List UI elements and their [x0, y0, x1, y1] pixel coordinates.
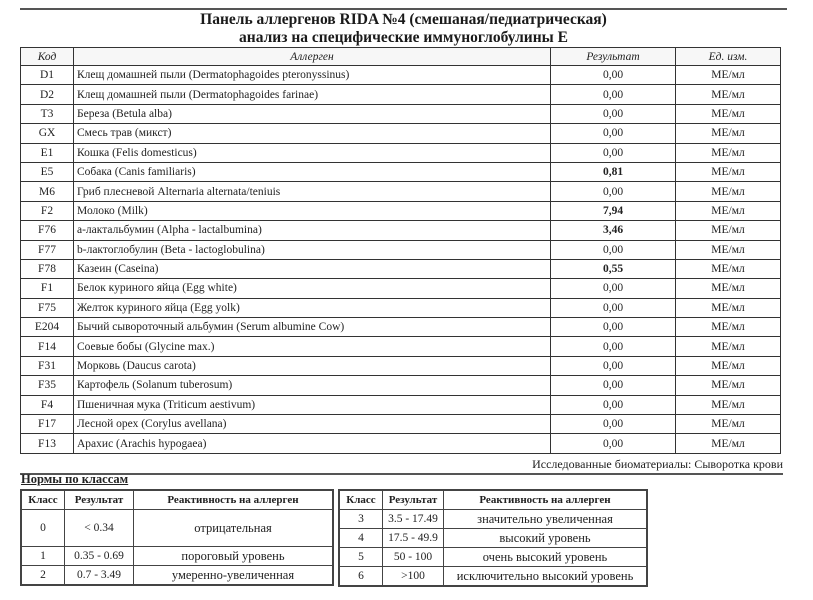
allergen-name: a-лактальбумин (Alpha - lactalbumina)	[74, 221, 551, 240]
allergen-code: M6	[21, 182, 74, 201]
allergen-code: E5	[21, 162, 74, 181]
allergen-code: F77	[21, 240, 74, 259]
allergen-result: 0,00	[551, 124, 676, 143]
norms-reactivity: высокий уровень	[444, 529, 648, 548]
title-line-1: Панель аллергенов RIDA №4 (смешаная/педиатрическая)	[200, 11, 607, 28]
table-row	[21, 279, 781, 298]
allergen-unit: МЕ/мл	[676, 376, 781, 395]
allergen-name: Морковь (Daucus carota)	[74, 356, 551, 375]
table-row	[21, 182, 781, 201]
allergen-code: F75	[21, 298, 74, 317]
allergen-unit: МЕ/мл	[676, 298, 781, 317]
allergen-code: F35	[21, 376, 74, 395]
table-header-row	[21, 48, 781, 66]
header-allergen: Аллерген	[74, 48, 551, 66]
norms-header-class: Класс	[21, 490, 65, 510]
allergen-result: 7,94	[551, 201, 676, 220]
table-row	[21, 104, 781, 123]
table-row	[21, 356, 781, 375]
allergen-unit: МЕ/мл	[676, 415, 781, 434]
norms-result: 3.5 - 17.49	[383, 510, 444, 529]
allergen-result: 0,00	[551, 415, 676, 434]
allergen-name: Клещ домашней пыли (Dermatophagoides farinae)	[74, 85, 551, 104]
norms-result: 0.7 - 3.49	[65, 566, 134, 586]
allergen-code: D1	[21, 66, 74, 85]
top-rule	[20, 8, 787, 10]
allergen-result: 0,00	[551, 395, 676, 414]
allergen-name: Пшеничная мука (Triticum aestivum)	[74, 395, 551, 414]
norms-class: 0	[21, 510, 65, 547]
allergen-code: F1	[21, 279, 74, 298]
allergen-unit: МЕ/мл	[676, 240, 781, 259]
allergen-name: Собака (Canis familiaris)	[74, 162, 551, 181]
allergen-result: 0,81	[551, 162, 676, 181]
allergen-unit: МЕ/мл	[676, 104, 781, 123]
allergen-result: 0,00	[551, 434, 676, 453]
table-row	[21, 434, 781, 453]
norms-row	[339, 548, 647, 567]
norms-class: 2	[21, 566, 65, 586]
norms-row	[339, 529, 647, 548]
allergen-result: 0,00	[551, 143, 676, 162]
norms-row	[21, 547, 333, 566]
allergen-result: 0,00	[551, 85, 676, 104]
norms-title: Нормы по классам	[21, 472, 129, 486]
norms-reactivity: значительно увеличенная	[444, 510, 648, 529]
allergen-unit: МЕ/мл	[676, 182, 781, 201]
allergen-code: E1	[21, 143, 74, 162]
allergen-code: F4	[21, 395, 74, 414]
table-row	[21, 221, 781, 240]
norms-table-left	[20, 489, 334, 586]
allergen-results-table	[20, 47, 781, 454]
allergen-name: Клещ домашней пыли (Dermatophagoides pteronyssinus)	[74, 66, 551, 85]
table-row	[21, 298, 781, 317]
norms-reactivity: очень высокий уровень	[444, 548, 648, 567]
norms-reactivity: отрицательная	[134, 510, 334, 547]
allergen-name: Кошка (Felis domesticus)	[74, 143, 551, 162]
allergen-result: 0,00	[551, 298, 676, 317]
allergen-code: F78	[21, 259, 74, 278]
allergen-result: 0,00	[551, 376, 676, 395]
allergen-result: 0,00	[551, 104, 676, 123]
allergen-unit: МЕ/мл	[676, 259, 781, 278]
norms-reactivity: исключительно высокий уровень	[444, 567, 648, 587]
allergen-code: GX	[21, 124, 74, 143]
table-row	[21, 318, 781, 337]
allergen-result: 0,00	[551, 240, 676, 259]
allergen-code: F76	[21, 221, 74, 240]
allergen-name: Молоко (Milk)	[74, 201, 551, 220]
table-row	[21, 415, 781, 434]
allergen-name: Арахис (Arachis hypogaea)	[74, 434, 551, 453]
allergen-unit: МЕ/мл	[676, 434, 781, 453]
allergen-name: Гриб плесневой Alternaria alternata/teniuis	[74, 182, 551, 201]
allergen-result: 0,00	[551, 279, 676, 298]
allergen-code: F13	[21, 434, 74, 453]
table-row	[21, 259, 781, 278]
allergen-name: Соевые бобы (Glycine max.)	[74, 337, 551, 356]
norms-row	[21, 510, 333, 547]
table-row	[21, 240, 781, 259]
norms-class: 1	[21, 547, 65, 566]
allergen-unit: МЕ/мл	[676, 143, 781, 162]
table-row	[21, 376, 781, 395]
page-title	[20, 11, 787, 47]
title-line-2: анализ на специфические иммуноглобулины Е	[239, 29, 568, 46]
allergen-result: 0,00	[551, 66, 676, 85]
table-row	[21, 201, 781, 220]
allergen-code: E204	[21, 318, 74, 337]
norms-header-result: Результат	[383, 490, 444, 510]
allergen-result: 3,46	[551, 221, 676, 240]
norms-result: 50 - 100	[383, 548, 444, 567]
allergen-unit: МЕ/мл	[676, 201, 781, 220]
allergen-name: Казеин (Caseina)	[74, 259, 551, 278]
allergen-code: F17	[21, 415, 74, 434]
norms-class: 6	[339, 567, 383, 587]
allergen-name: Лесной орех (Corylus avellana)	[74, 415, 551, 434]
allergen-name: Желток куриного яйца (Egg yolk)	[74, 298, 551, 317]
norms-result: 17.5 - 49.9	[383, 529, 444, 548]
allergen-result: 0,00	[551, 356, 676, 375]
norms-row	[339, 510, 647, 529]
allergen-code: F14	[21, 337, 74, 356]
table-row	[21, 143, 781, 162]
table-row	[21, 395, 781, 414]
norms-header-reactivity: Реактивность на аллерген	[134, 490, 334, 510]
allergen-unit: МЕ/мл	[676, 162, 781, 181]
allergen-unit: МЕ/мл	[676, 395, 781, 414]
allergen-name: Бычий сывороточный альбумин (Serum albumine Cow)	[74, 318, 551, 337]
norms-result: >100	[383, 567, 444, 587]
table-row	[21, 337, 781, 356]
norms-class: 4	[339, 529, 383, 548]
norms-row	[339, 567, 647, 587]
norms-result: < 0.34	[65, 510, 134, 547]
allergen-unit: МЕ/мл	[676, 124, 781, 143]
allergen-code: T3	[21, 104, 74, 123]
table-row	[21, 162, 781, 181]
allergen-name: Смесь трав (микст)	[74, 124, 551, 143]
norms-header-class: Класс	[339, 490, 383, 510]
norms-right-header	[339, 490, 647, 510]
allergen-unit: МЕ/мл	[676, 85, 781, 104]
allergen-unit: МЕ/мл	[676, 279, 781, 298]
allergen-code: F31	[21, 356, 74, 375]
allergen-name: Картофель (Solanum tuberosum)	[74, 376, 551, 395]
norms-table-right	[338, 489, 648, 587]
allergen-result: 0,00	[551, 318, 676, 337]
norms-reactivity: пороговый уровень	[134, 547, 334, 566]
norms-class: 3	[339, 510, 383, 529]
header-code: Код	[21, 48, 74, 66]
norms-row	[21, 566, 333, 586]
allergen-code: D2	[21, 85, 74, 104]
allergen-result: 0,55	[551, 259, 676, 278]
table-row	[21, 124, 781, 143]
norms-left-header	[21, 490, 333, 510]
allergen-unit: МЕ/мл	[676, 337, 781, 356]
biomaterial-note: Исследованные биоматериалы: Сыворотка крови	[20, 456, 783, 475]
allergen-unit: МЕ/мл	[676, 318, 781, 337]
allergen-name: Береза (Betula alba)	[74, 104, 551, 123]
allergen-name: Белок куриного яйца (Egg white)	[74, 279, 551, 298]
table-row	[21, 66, 781, 85]
allergen-unit: МЕ/мл	[676, 356, 781, 375]
norms-result: 0.35 - 0.69	[65, 547, 134, 566]
header-result: Результат	[551, 48, 676, 66]
allergen-code: F2	[21, 201, 74, 220]
norms-reactivity: умеренно-увеличенная	[134, 566, 334, 586]
norms-header-result: Результат	[65, 490, 134, 510]
norms-class: 5	[339, 548, 383, 567]
allergen-unit: МЕ/мл	[676, 221, 781, 240]
table-row	[21, 85, 781, 104]
allergen-unit: МЕ/мл	[676, 66, 781, 85]
header-unit: Ед. изм.	[676, 48, 781, 66]
allergen-result: 0,00	[551, 182, 676, 201]
norms-header-reactivity: Реактивность на аллерген	[444, 490, 648, 510]
allergen-name: b-лактоглобулин (Beta - lactoglobulina)	[74, 240, 551, 259]
allergen-result: 0,00	[551, 337, 676, 356]
